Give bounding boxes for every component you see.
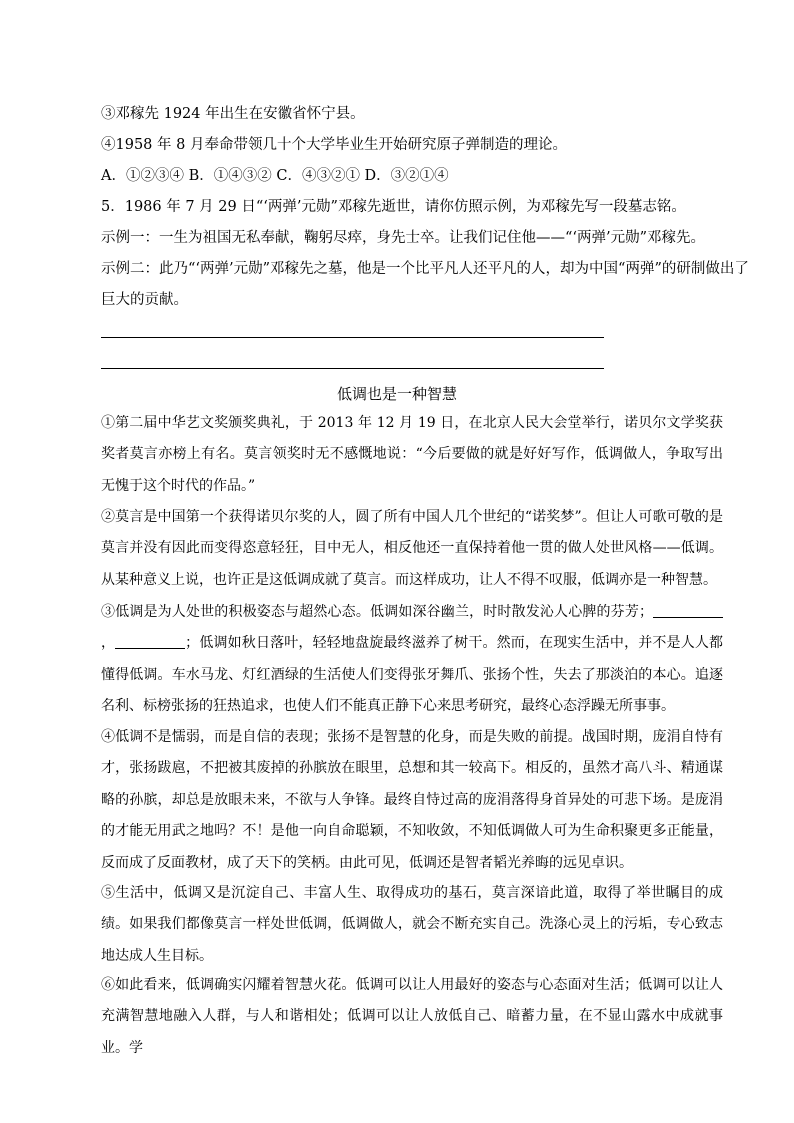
article-paragraph-6: ⑥如此看来，低调确实闪耀着智慧火花。低调可以让人用最好的姿态与心态面对生活；低调可以让人充满智慧地融入人群，与人和谐相处；低调可以让人放低自己、暗蓄力量，在不显山露水中成就事业。学: [101, 977, 723, 1056]
question-5-prompt: 5．1986 年 7 月 29 日“‘两弹’元勋”邓稼先逝世，请你仿照示例，为邓稼先写一段墓志铭。: [101, 199, 686, 215]
example-2-line-1: 示例二：此乃“‘两弹’元勋”邓稼先之墓，他是一个比平凡人还平凡的人，却为中国“两弹”的研制做出了: [101, 261, 749, 277]
article-paragraph-3-part-b: ；低调如秋日落叶，轻轻地盘旋最终滋养了树干。然而，在现实生活中，并不是人人都懂得低调。车水马龙、灯红酒绿的生活使人们变得张牙舞爪、张扬个性，失去了那淡泊的本心。追逐名利、标榜张扬的狂热追求，也使人们不能真正静下心来思考研究，最终心态浮躁无所事事。: [101, 635, 724, 715]
question-options: A．①②③④ B．①④③② C．④③②① D．③②①④: [101, 168, 449, 184]
article-paragraph-3: [101, 597, 723, 720]
blank-2[interactable]: [115, 634, 185, 649]
answer-line-2[interactable]: [101, 368, 604, 369]
article-title: 低调也是一种智慧: [336, 385, 457, 403]
article-paragraph-2: ②莫言是中国第一个获得诺贝尔奖的人，圆了所有中国人几个世纪的“诺奖梦”。但让人可歌可敬的是莫言并没有因此而变得恣意轻狂，目中无人，相反他还一直保持着他一贯的做人处世风格——低调。从某种意义上说，也许正是这低调成就了莫言。而这样成功，让人不得不叹服，低调亦是一种智慧。: [101, 509, 723, 588]
article-paragraph-1: ①第二届中华艺文奖颁奖典礼，于 2013 年 12 月 19 日，在北京人民大会堂举行，诺贝尔文学奖获奖者莫言亦榜上有名。莫言领奖时无不感慨地说：“今后要做的就是好好写作，低调做人，争取写出无愧于这个时代的作品。”: [101, 415, 723, 494]
article-paragraph-3-separator: ，: [101, 635, 116, 652]
article-paragraph-4: ④低调不是懦弱，而是自信的表现；张扬不是智慧的化身，而是失败的前提。战国时期，庞涓自恃有才，张扬跋扈，不把被其废掉的孙膑放在眼里，总想和其一较高下。相反的，虽然才高八斗、精通谋略的孙膑，却总是放眼未来，不欲与人争锋。最终自恃过高的庞涓落得身首异处的可悲下场。是庞涓的才能无用武之地吗？不！是他一向自命聪颖，不知收敛，不知低调做人可为生命积聚更多正能量，反而成了反面教材，成了天下的笑柄。由此可见，低调还是智者韬光养晦的远见卓识。: [101, 729, 723, 871]
question-item-3: ③邓稼先 1924 年出生在安徽省怀宁县。: [101, 106, 365, 122]
article-paragraph-5: ⑤生活中，低调又是沉淀自己、丰富人生、取得成功的基石，莫言深谙此道，取得了举世瞩目的成绩。如果我们都像莫言一样处世低调，低调做人，就会不断充实自己。洗涤心灵上的污垢，专心致志地达成人生目标。: [101, 885, 723, 964]
question-item-4: ④1958 年 8 月奉命带领几十个大学毕业生开始研究原子弹制造的理论。: [101, 137, 567, 153]
example-2-line-2: 巨大的贡献。: [101, 292, 188, 308]
answer-line-1[interactable]: [101, 337, 604, 338]
example-1: 示例一：一生为祖国无私奉献，鞠躬尽瘁，身先士卒。让我们记住他——“‘两弹’元勋”邓稼先。: [101, 230, 706, 246]
article-paragraph-3-part-a: ③低调是为人处世的积极姿态与超然心态。低调如深谷幽兰，时时散发沁人心脾的芬芳；: [101, 604, 653, 620]
blank-1[interactable]: [653, 603, 723, 618]
